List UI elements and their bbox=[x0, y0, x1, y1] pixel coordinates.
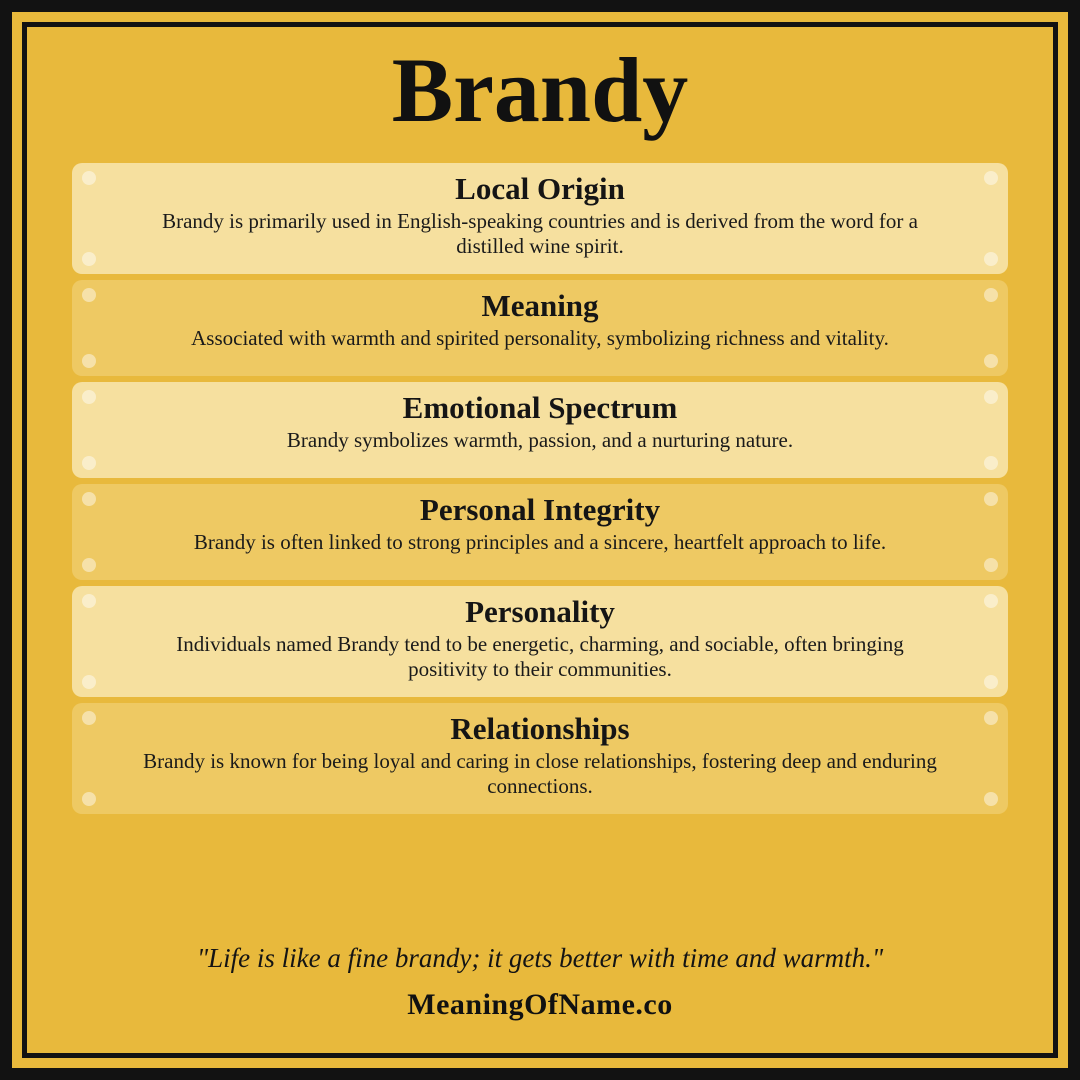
attribute-card-personal-integrity bbox=[72, 484, 1008, 580]
attribute-card-meaning bbox=[72, 280, 1008, 376]
corner-dot-icon bbox=[82, 792, 96, 806]
corner-dot-icon bbox=[82, 456, 96, 470]
corner-dot-icon bbox=[984, 558, 998, 572]
corner-dot-icon bbox=[984, 456, 998, 470]
card-heading: Local Origin bbox=[455, 171, 625, 207]
card-heading: Meaning bbox=[481, 288, 599, 324]
poster-content bbox=[32, 32, 1048, 1048]
attribute-card-list bbox=[72, 163, 1008, 820]
card-heading: Relationships bbox=[450, 710, 630, 746]
site-brand-label: MeaningOfName.co bbox=[407, 988, 673, 1021]
corner-dot-icon bbox=[82, 252, 96, 266]
attribute-card-local-origin bbox=[72, 163, 1008, 274]
attribute-card-personality bbox=[72, 586, 1008, 697]
layout-spacer bbox=[72, 820, 1008, 943]
card-text: Brandy is known for being loyal and caring in close relationships, fostering deep and enduring connections. bbox=[143, 748, 937, 799]
corner-dot-icon bbox=[984, 792, 998, 806]
corner-dot-icon bbox=[82, 558, 96, 572]
corner-dot-icon bbox=[984, 675, 998, 689]
card-heading: Personal Integrity bbox=[419, 492, 661, 528]
card-text: Brandy is primarily used in English-speaking countries and is derived from the word for a distilled wine spirit. bbox=[162, 208, 918, 259]
corner-dot-icon bbox=[984, 252, 998, 266]
attribute-card-emotional-spectrum bbox=[72, 382, 1008, 478]
corner-dot-icon bbox=[82, 354, 96, 368]
corner-dot-icon bbox=[984, 354, 998, 368]
card-text: Brandy is often linked to strong principles and a sincere, heartfelt approach to life. bbox=[193, 529, 887, 554]
card-heading: Personality bbox=[465, 594, 615, 630]
card-text: Brandy symbolizes warmth, passion, and a nurturing nature. bbox=[286, 427, 794, 452]
page-title: Brandy bbox=[391, 39, 689, 141]
corner-dot-icon bbox=[82, 675, 96, 689]
card-text: Associated with warmth and spirited personality, symbolizing richness and vitality. bbox=[191, 325, 889, 350]
card-heading: Emotional Spectrum bbox=[402, 390, 678, 426]
attribute-card-relationships bbox=[72, 703, 1008, 814]
quote-text: "Life is like a fine brandy; it gets better with time and warmth." bbox=[196, 943, 884, 973]
card-text: Individuals named Brandy tend to be energetic, charming, and sociable, often bringing positivity to their communities. bbox=[176, 631, 904, 682]
